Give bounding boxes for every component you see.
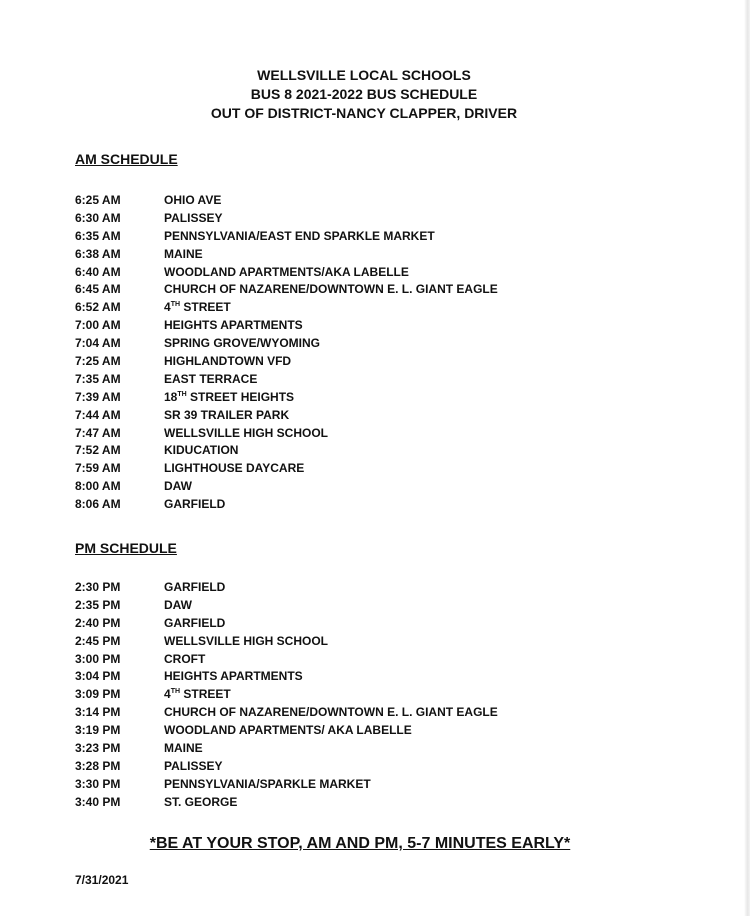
stop-time: 2:40 PM <box>75 615 121 630</box>
stop-time: 6:38 AM <box>75 246 121 261</box>
schedule-row <box>75 317 675 335</box>
stop-time: 6:45 AM <box>75 282 121 297</box>
stop-time: 6:25 AM <box>75 193 121 207</box>
schedule-row <box>75 704 675 722</box>
stop-street: STREET <box>180 300 231 315</box>
header-driver-line: OUT OF DISTRICT-NANCY CLAPPER, DRIVER <box>210 105 518 121</box>
stop-time: 8:00 AM <box>75 479 121 494</box>
schedule-row <box>75 633 675 651</box>
stop-location: WOODLAND APARTMENTS/ AKA LABELLE <box>164 723 412 738</box>
stop-location: PENNSYLVANIA/SPARKLE MARKET <box>164 776 371 791</box>
stop-location: DAW <box>164 597 192 612</box>
stop-location: ST. GEORGE <box>164 794 238 809</box>
stop-time: 2:30 PM <box>75 580 121 594</box>
am-schedule-list <box>75 192 675 514</box>
stop-time: 6:40 AM <box>75 264 121 279</box>
stop-number: 18 <box>164 389 178 404</box>
stop-location: OHIO AVE <box>164 193 222 207</box>
schedule-row <box>75 192 675 210</box>
stop-time: 6:35 AM <box>75 228 121 243</box>
stop-location: GARFIELD <box>164 497 226 512</box>
stop-location: PENNSYLVANIA/EAST END SPARKLE MARKET <box>164 228 435 243</box>
stop-location: HIGHLANDTOWN VFD <box>164 354 292 369</box>
pm-schedule-heading: PM SCHEDULE <box>75 540 177 556</box>
stop-time: 3:00 PM <box>75 651 121 666</box>
stop-location: CROFT <box>164 651 206 666</box>
stop-location: WELLSVILLE HIGH SCHOOL <box>164 633 328 648</box>
schedule-row <box>75 442 675 460</box>
stop-time: 2:35 PM <box>75 597 121 612</box>
stop-location: HEIGHTS APARTMENTS <box>164 318 303 333</box>
stop-location <box>164 389 294 407</box>
stop-time: 3:19 PM <box>75 723 121 738</box>
stop-time: 3:28 PM <box>75 758 121 773</box>
schedule-row <box>75 615 675 633</box>
schedule-row <box>75 651 675 669</box>
stop-location: WELLSVILLE HIGH SCHOOL <box>164 425 328 440</box>
stop-time: 7:04 AM <box>75 336 121 351</box>
ordinal-suffix: TH <box>170 301 181 309</box>
stop-time: 3:04 PM <box>75 669 121 684</box>
stop-location: MAINE <box>164 246 203 261</box>
stop-time: 3:23 PM <box>75 741 121 756</box>
schedule-row <box>75 460 675 478</box>
schedule-row <box>75 579 675 597</box>
stop-location: PALISSEY <box>164 210 223 225</box>
stop-time: 2:45 PM <box>75 633 121 648</box>
schedule-row <box>75 264 675 282</box>
schedule-row <box>75 668 675 686</box>
stop-time: 7:44 AM <box>75 407 121 422</box>
schedule-row <box>75 776 675 794</box>
schedule-row <box>75 686 675 704</box>
stop-time: 7:35 AM <box>75 371 121 386</box>
schedule-row <box>75 281 675 299</box>
stop-time: 7:52 AM <box>75 443 121 458</box>
stop-location: LIGHTHOUSE DAYCARE <box>164 461 305 476</box>
schedule-row <box>75 597 675 615</box>
stop-location <box>164 299 231 317</box>
schedule-row <box>75 353 675 371</box>
stop-location: MAINE <box>164 741 203 756</box>
schedule-row <box>75 246 675 264</box>
stop-time: 3:14 PM <box>75 705 121 720</box>
ordinal-suffix: TH <box>177 390 187 398</box>
stop-location: SPRING GROVE/WYOMING <box>164 336 321 351</box>
schedule-row <box>75 407 675 425</box>
ordinal-suffix: TH <box>170 688 181 696</box>
stop-location: DAW <box>164 479 192 494</box>
stop-time: 7:25 AM <box>75 354 121 369</box>
stop-location: EAST TERRACE <box>164 371 258 386</box>
stop-location: WOODLAND APARTMENTS/AKA LABELLE <box>164 264 409 279</box>
schedule-row <box>75 335 675 353</box>
document-date: 7/31/2021 <box>75 873 129 887</box>
schedule-row <box>75 425 675 443</box>
stop-location: CHURCH OF NAZARENE/DOWNTOWN E. L. GIANT EAGLE <box>164 705 498 720</box>
pm-schedule-list <box>75 579 675 812</box>
schedule-row <box>75 371 675 389</box>
schedule-row <box>75 478 675 496</box>
stop-time: 8:06 AM <box>75 497 121 512</box>
stop-street: STREET <box>180 687 231 702</box>
document-header <box>0 66 728 123</box>
schedule-row <box>75 758 675 776</box>
stop-number: 4 <box>164 687 171 702</box>
stop-time: 3:30 PM <box>75 776 121 791</box>
schedule-row <box>75 210 675 228</box>
schedule-row <box>75 496 675 514</box>
stop-time: 7:39 AM <box>75 389 121 404</box>
stop-location: SR 39 TRAILER PARK <box>164 407 290 422</box>
schedule-row <box>75 299 675 317</box>
stop-number: 4 <box>164 300 171 315</box>
stop-location: HEIGHTS APARTMENTS <box>164 669 303 684</box>
stop-time: 3:09 PM <box>75 687 121 702</box>
stop-time: 6:52 AM <box>75 300 121 315</box>
page-edge-shadow <box>744 0 750 916</box>
stop-location: GARFIELD <box>164 580 226 594</box>
stop-location: GARFIELD <box>164 615 226 630</box>
stop-time: 7:59 AM <box>75 461 121 476</box>
stop-time: 3:40 PM <box>75 794 121 809</box>
stop-time: 6:30 AM <box>75 210 121 225</box>
header-schedule-title: BUS 8 2021-2022 BUS SCHEDULE <box>250 86 478 102</box>
schedule-row <box>75 794 675 812</box>
schedule-row <box>75 722 675 740</box>
stop-time: 7:00 AM <box>75 318 121 333</box>
header-school-name: WELLSVILLE LOCAL SCHOOLS <box>257 67 471 83</box>
schedule-row <box>75 740 675 758</box>
stop-street: STREET HEIGHTS <box>186 389 295 404</box>
am-schedule-heading: AM SCHEDULE <box>75 151 178 167</box>
stop-time: 7:47 AM <box>75 425 121 440</box>
schedule-row <box>75 228 675 246</box>
stop-location <box>164 686 231 704</box>
schedule-row <box>75 389 675 407</box>
early-arrival-note: *BE AT YOUR STOP, AM AND PM, 5-7 MINUTES EARLY* <box>149 835 571 852</box>
stop-location: KIDUCATION <box>164 443 239 458</box>
stop-location: PALISSEY <box>164 758 223 773</box>
stop-location: CHURCH OF NAZARENE/DOWNTOWN E. L. GIANT EAGLE <box>164 282 498 297</box>
